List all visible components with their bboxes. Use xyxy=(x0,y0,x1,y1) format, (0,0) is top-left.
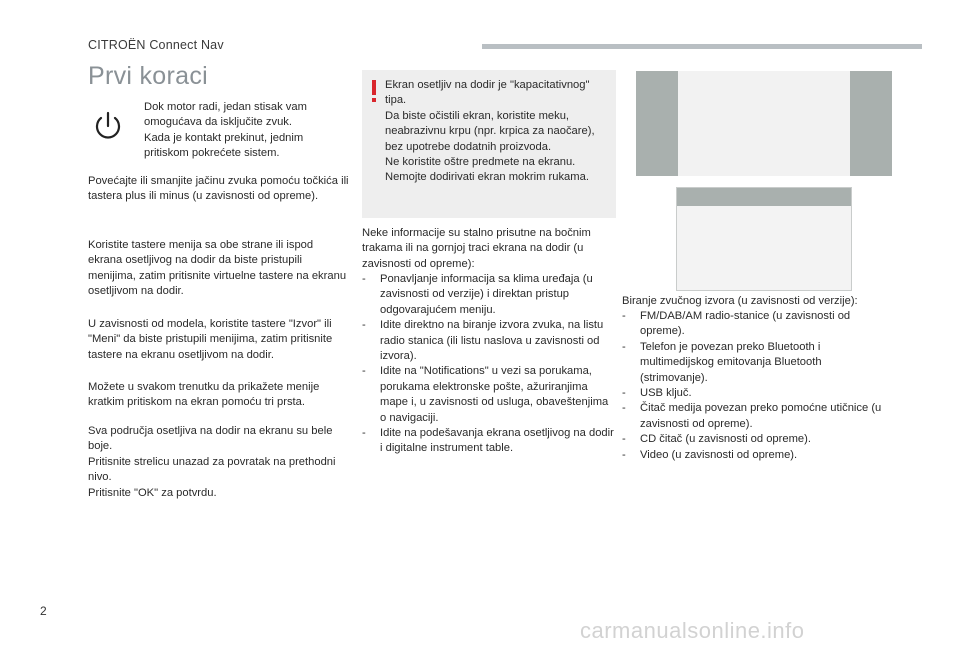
list-item: - Telefon je povezan preko Bluetooth i multimedijskog emitovanja Bluetooth (strimovanje). xyxy=(622,340,822,384)
volume-paragraph: Povećajte ili smanjite jačinu zvuka pomoću točkića ili tastera plus ili minus (u zavisnosti od opreme). xyxy=(88,175,349,203)
list-dash: - xyxy=(362,365,366,378)
list-dash: - xyxy=(622,433,626,446)
list-dash: - xyxy=(622,387,626,400)
list-item: - USB ključ. xyxy=(622,386,892,401)
page-title: Prvi koraci xyxy=(88,62,208,90)
source-menu-paragraph: U zavisnosti od modela, koristite tastere "Izvor" ili "Meni" da biste pristupili menijima, zatim pritisnite tastere na ekranu osetljivom na dodir. xyxy=(88,318,333,361)
list-item: - Idite na podešavanja ekrana osetljivog na dodir i digitalne instrument table. xyxy=(362,427,614,455)
power-button-text: Dok motor radi, jedan stisak vam omogućava da isključite zvuk. Kada je kontakt prekinut, jednim pritiskom pokrećete sistem. xyxy=(144,101,307,160)
list-item: - Video (u zavisnosti od opreme). xyxy=(622,448,892,463)
screen-illustration-large xyxy=(636,71,892,176)
list-item: - FM/DAB/AM radio-stanice (u zavisnosti od opreme). xyxy=(622,310,851,338)
list-dash: - xyxy=(622,310,626,322)
side-bars-intro: Neke informacije su stalno prisutne na bočnim trakama ili na gornjoj traci ekrana na dodir (u zavisnosti od opreme): xyxy=(362,227,591,270)
audio-source-intro: Biranje zvučnog izvora (u zavisnosti od verzije): xyxy=(622,295,858,307)
warning-text: Ekran osetljiv na dodir je "kapacitativnog" tipa. Da biste očistili ekran, koristite meku, neabrazivnu krpu (npr. krpica za naočare), bez upotrebe dodatnih proizvoda. Ne koristite oštre predmete na ekranu. Nemojte dodirivati ekran mokrim rukama. xyxy=(385,79,595,184)
power-icon xyxy=(90,108,126,144)
list-item: - Čitač medija povezan preko pomoćne utičnice (u zavisnosti od opreme). xyxy=(622,402,882,430)
list-dash: - xyxy=(362,319,366,332)
list-item: - Idite direktno na biranje izvora zvuka, na listu radio stanica (ili listu naslova u zavisnosti od izvora). xyxy=(362,319,604,363)
page-number: 2 xyxy=(40,604,47,618)
list-dash: - xyxy=(622,448,626,461)
screen-display-area xyxy=(678,71,850,176)
list-dash: - xyxy=(622,402,626,415)
menu-buttons-paragraph: Koristite tastere menija sa obe strane ili ispod ekrana osetljivog na dodir da biste pristupili menijima, zatim pritisnite virtuelne tastere na ekranu osetljivom na dodir. xyxy=(88,239,347,298)
audio-source-list xyxy=(622,309,892,463)
warning-exclamation-icon xyxy=(370,80,378,102)
screen-illustration-small xyxy=(676,187,852,291)
list-item: - Ponavljanje informacija sa klima uređaja (u zavisnosti od verzije) i direktan pristup odgovarajućem meniju. xyxy=(362,273,593,316)
document-header-title: CITROËN Connect Nav xyxy=(88,38,224,52)
watermark: carmanualsonline.info xyxy=(580,618,805,643)
list-item: - CD čitač (u zavisnosti od opreme). xyxy=(622,432,892,447)
screen-top-bar xyxy=(677,188,851,206)
side-bars-list xyxy=(362,272,616,457)
touch-areas-paragraph: Sva područja osetljiva na dodir na ekranu su bele boje. Pritisnite strelicu unazad za povratak na prethodni nivo. Pritisnite "OK" za potvrdu. xyxy=(88,425,336,499)
list-dash: - xyxy=(622,340,626,353)
three-finger-paragraph: Možete u svakom trenutku da prikažete menije kratkim pritiskom na ekran pomoću tri prsta. xyxy=(88,381,320,409)
list-item: - Idite na "Notifications" u vezi sa porukama, porukama elektronske pošte, ažuriranjima mape i, u zavisnosti od usluga, obaveštenjima o navigaciji. xyxy=(362,365,609,424)
header-rule xyxy=(482,44,922,49)
list-dash: - xyxy=(362,273,366,285)
list-dash: - xyxy=(362,427,366,440)
